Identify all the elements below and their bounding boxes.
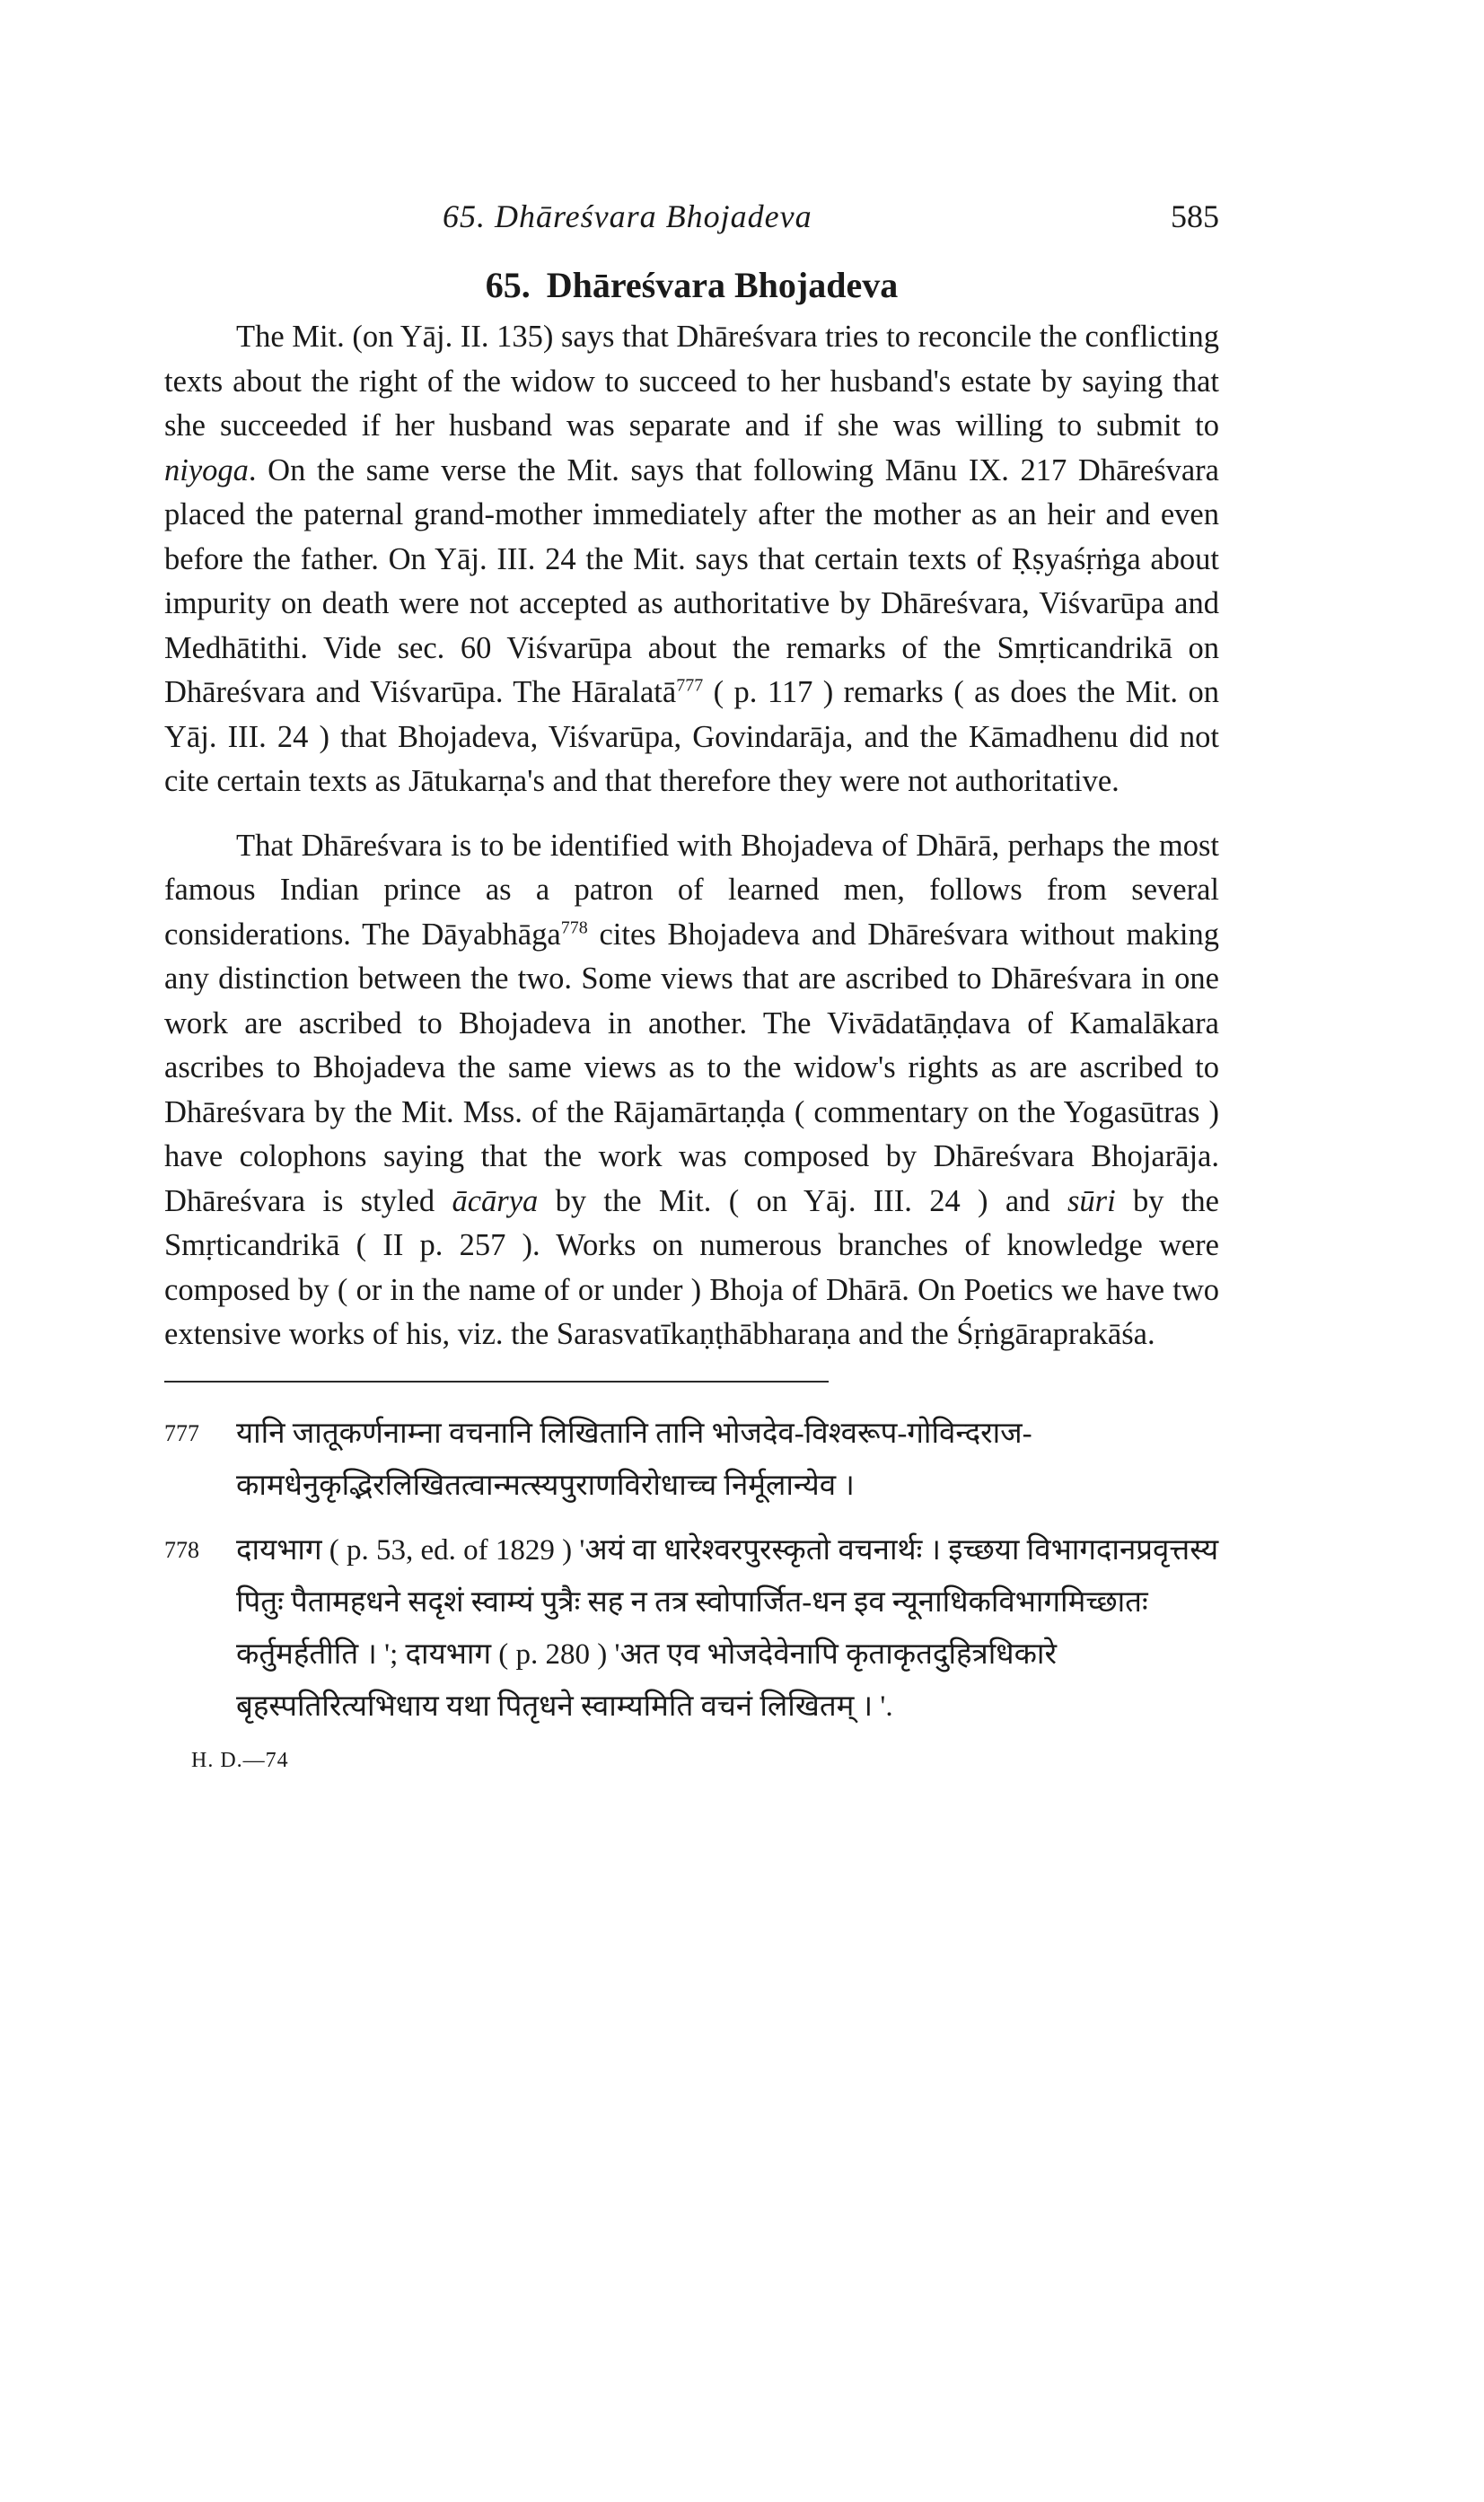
section-title: Dhāreśvara Bhojadeva: [546, 265, 899, 305]
text-run: by the Smṛticandrikā ( II p. 257 ). Works on numerous branches of knowledge were composed by ( or in the name of or under ) Bhoja of Dhārā. On Poetics we have two extensive works of his, viz. the Sarasvatīkaṇṭhābharaṇa and the Śṛṅgāraprakāśa.: [164, 1183, 1219, 1351]
paragraph: [164, 824, 1219, 1357]
text-run: . On the same verse the Mit. says that following Mānu IX. 217 Dhāreśvara placed the paternal grand-mother immediately after the mother as an heir and even before the father. On Yāj. III. 24 the Mit. says that certain texts of Ṛṣyaśṛṅga about impurity on death were not accepted as authoritative by Dhāreśvara, Viśvarūpa and Medhātithi. Vide sec. 60 Viśvarūpa about the remarks of the Smṛticandrikā on Dhāreśvara and Viśvarūpa. The Hāralatā: [164, 452, 1219, 709]
text-run: cites Bhojadeva and Dhāreśvara without making any distinction between the two. Some views that are ascribed to Dhāreśvara in one work are ascribed to Bhojadeva in another. The Vivādatāṇḍava of Kamalākara ascribes to Bhojadeva the same views as to the widow's rights as are ascribed to Dhāreśvara by the Mit. Mss. of the Rājamārtaṇḍa ( commentary on the Yogasūtras ) have colophons saying that the work was composed by Dhāreśvara Bhojarāja. Dhāreśvara is styled: [164, 917, 1219, 1218]
page: [164, 198, 1219, 1773]
running-head: [164, 198, 1219, 251]
italic-term: ācārya: [452, 1183, 539, 1218]
footnote-text: दायभाग ( p. 53, ed. of 1829 ) 'अयं वा धारेश्वरपुरस्कृतो वचनार्थः । इच्छया विभागदानप्रवृत्तस्य पितुः पैतामहधने सदृशं स्वाम्यं पुत्रैः सह न तत्र स्वोपार्जित-धन इव न्यूनाधिकविभागमिच्छातः कर्तुमर्हतीति । '; दायभाग ( p. 280 ) 'अत एव भोजदेवेनापि कृताकृतदुहित्रधिकारे बृहस्पतिरित्यभिधाय यथा पितृधने स्वाम्यमिति वचनं लिखितम् । '.: [236, 1533, 1219, 1723]
footnote: [164, 1408, 1219, 1512]
footnote-number: 778: [164, 1536, 199, 1563]
text-run: by the Mit. ( on Yāj. III. 24 ) and: [538, 1183, 1067, 1218]
running-head-title: 65. Dhāreśvara Bhojadeva: [443, 198, 812, 234]
paragraph: [164, 315, 1219, 804]
footnote-ref: 778: [560, 917, 588, 937]
italic-term: niyoga: [164, 452, 249, 487]
section-heading: [164, 264, 1219, 306]
footnote-divider: [164, 1381, 829, 1383]
page-number: 585: [1171, 198, 1219, 234]
footnote: [164, 1524, 1219, 1733]
text-run: That Dhāreśvara is to be identified with Bhojadeva of Dhārā, perhaps the most famous Indian prince as a patron of learned men, follows from several considerations. The Dāyabhāga: [164, 828, 1219, 952]
signature-mark: H. D.—74: [191, 1748, 289, 1772]
text-run: ( p. 117 ) remarks ( as does the Mit. on Yāj. III. 24 ) that Bhojadeva, Viśvarūpa, Govindarāja, and the Kāmadhenu did not cite certain texts as Jātukarṇa's and that therefore they were not authoritative.: [164, 675, 1219, 798]
section-number: 65.: [485, 265, 531, 305]
footnote-ref: 777: [676, 675, 704, 696]
italic-term: sūri: [1067, 1183, 1116, 1218]
footnote-number: 777: [164, 1419, 199, 1446]
text-run: The Mit. (on Yāj. II. 135) says that Dhāreśvara tries to reconcile the conflicting texts about the right of the widow to succeed to her husband's estate by saying that she succeeded if her husband was separate and if she was willing to submit to: [164, 320, 1219, 443]
footnote-text: यानि जातूकर्णनाम्ना वचनानि लिखितानि तानि भोजदेव-विश्वरूप-गोविन्दराज-कामधेनुकृद्भिरलिखितत्वान्मत्स्यपुराणविरोधाच्च निर्मूलान्येव ।: [236, 1417, 1032, 1502]
